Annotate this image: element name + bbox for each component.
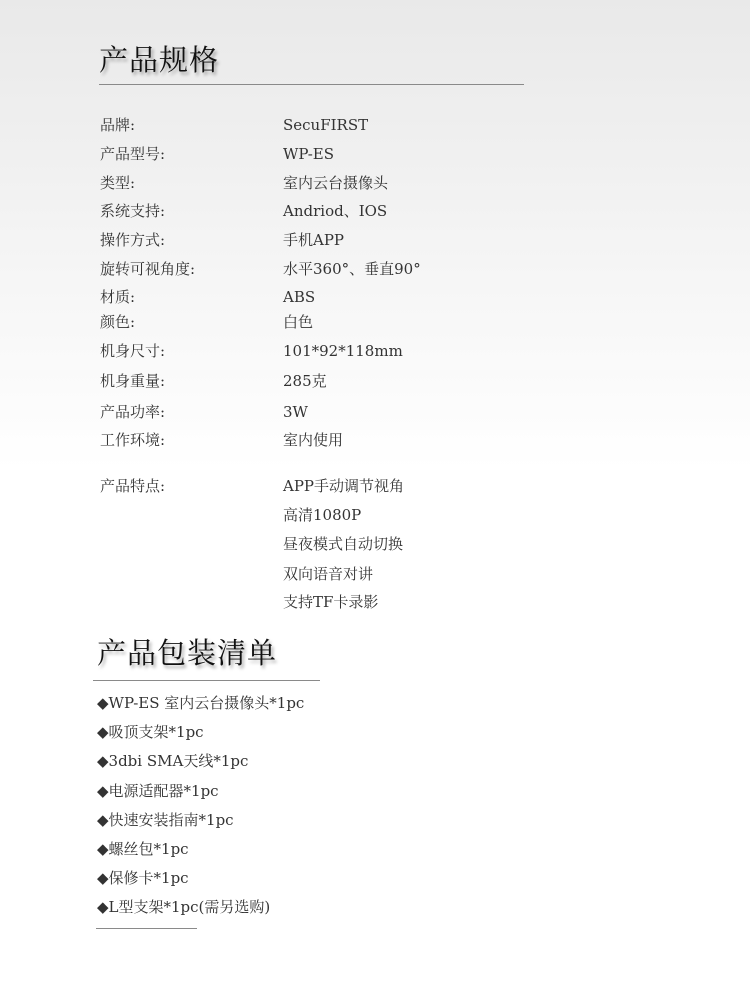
spec-label: 品牌: bbox=[100, 116, 136, 134]
spec-label: 操作方式: bbox=[100, 231, 166, 249]
spec-label: 系统支持: bbox=[100, 202, 166, 220]
spec-label: 产品功率: bbox=[100, 403, 166, 421]
spec-value: 101*92*118mm bbox=[283, 342, 403, 360]
spec-value: 水平360°、垂直90° bbox=[283, 260, 421, 278]
list-item: ◆电源适配器*1pc bbox=[97, 782, 219, 800]
package-end-divider bbox=[96, 928, 197, 929]
spec-value: 室内使用 bbox=[283, 431, 344, 449]
list-item: ◆3dbi SMA天线*1pc bbox=[97, 752, 249, 770]
spec-value: SecuFIRST bbox=[283, 116, 369, 134]
list-item: ◆保修卡*1pc bbox=[97, 869, 189, 887]
features-label: 产品特点: bbox=[100, 477, 166, 495]
spec-value: Andriod、IOS bbox=[283, 202, 388, 220]
spec-label: 产品型号: bbox=[100, 145, 166, 163]
list-item: ◆吸顶支架*1pc bbox=[97, 723, 204, 741]
package-section-title: 产品包装清单 bbox=[97, 636, 278, 670]
list-item: ◆快速安装指南*1pc bbox=[97, 811, 234, 829]
spec-title-divider bbox=[99, 84, 524, 85]
spec-label: 材质: bbox=[100, 288, 136, 306]
list-item: ◆WP-ES 室内云台摄像头*1pc bbox=[97, 694, 305, 712]
spec-section-title: 产品规格 bbox=[99, 43, 220, 77]
spec-value: ABS bbox=[283, 288, 316, 306]
list-item: ◆螺丝包*1pc bbox=[97, 840, 189, 858]
feature-item: 支持TF卡录影 bbox=[283, 593, 379, 611]
spec-value: 3W bbox=[283, 403, 308, 421]
list-item: ◆L型支架*1pc(需另选购) bbox=[97, 898, 271, 916]
spec-value: 室内云台摄像头 bbox=[283, 174, 389, 192]
spec-label: 工作环境: bbox=[100, 431, 166, 449]
feature-item: 高清1080P bbox=[283, 506, 362, 524]
spec-label: 颜色: bbox=[100, 313, 136, 331]
feature-item: 双向语音对讲 bbox=[283, 565, 374, 583]
spec-value: 285克 bbox=[283, 372, 327, 390]
feature-item: APP手动调节视角 bbox=[283, 477, 405, 495]
spec-label: 类型: bbox=[100, 174, 136, 192]
spec-value: 白色 bbox=[283, 313, 314, 331]
spec-value: WP-ES bbox=[283, 145, 334, 163]
spec-value: 手机APP bbox=[283, 231, 345, 249]
spec-label: 旋转可视角度: bbox=[100, 260, 196, 278]
feature-item: 昼夜模式自动切换 bbox=[283, 535, 404, 553]
spec-label: 机身尺寸: bbox=[100, 342, 166, 360]
package-title-divider bbox=[93, 680, 320, 681]
spec-label: 机身重量: bbox=[100, 372, 166, 390]
